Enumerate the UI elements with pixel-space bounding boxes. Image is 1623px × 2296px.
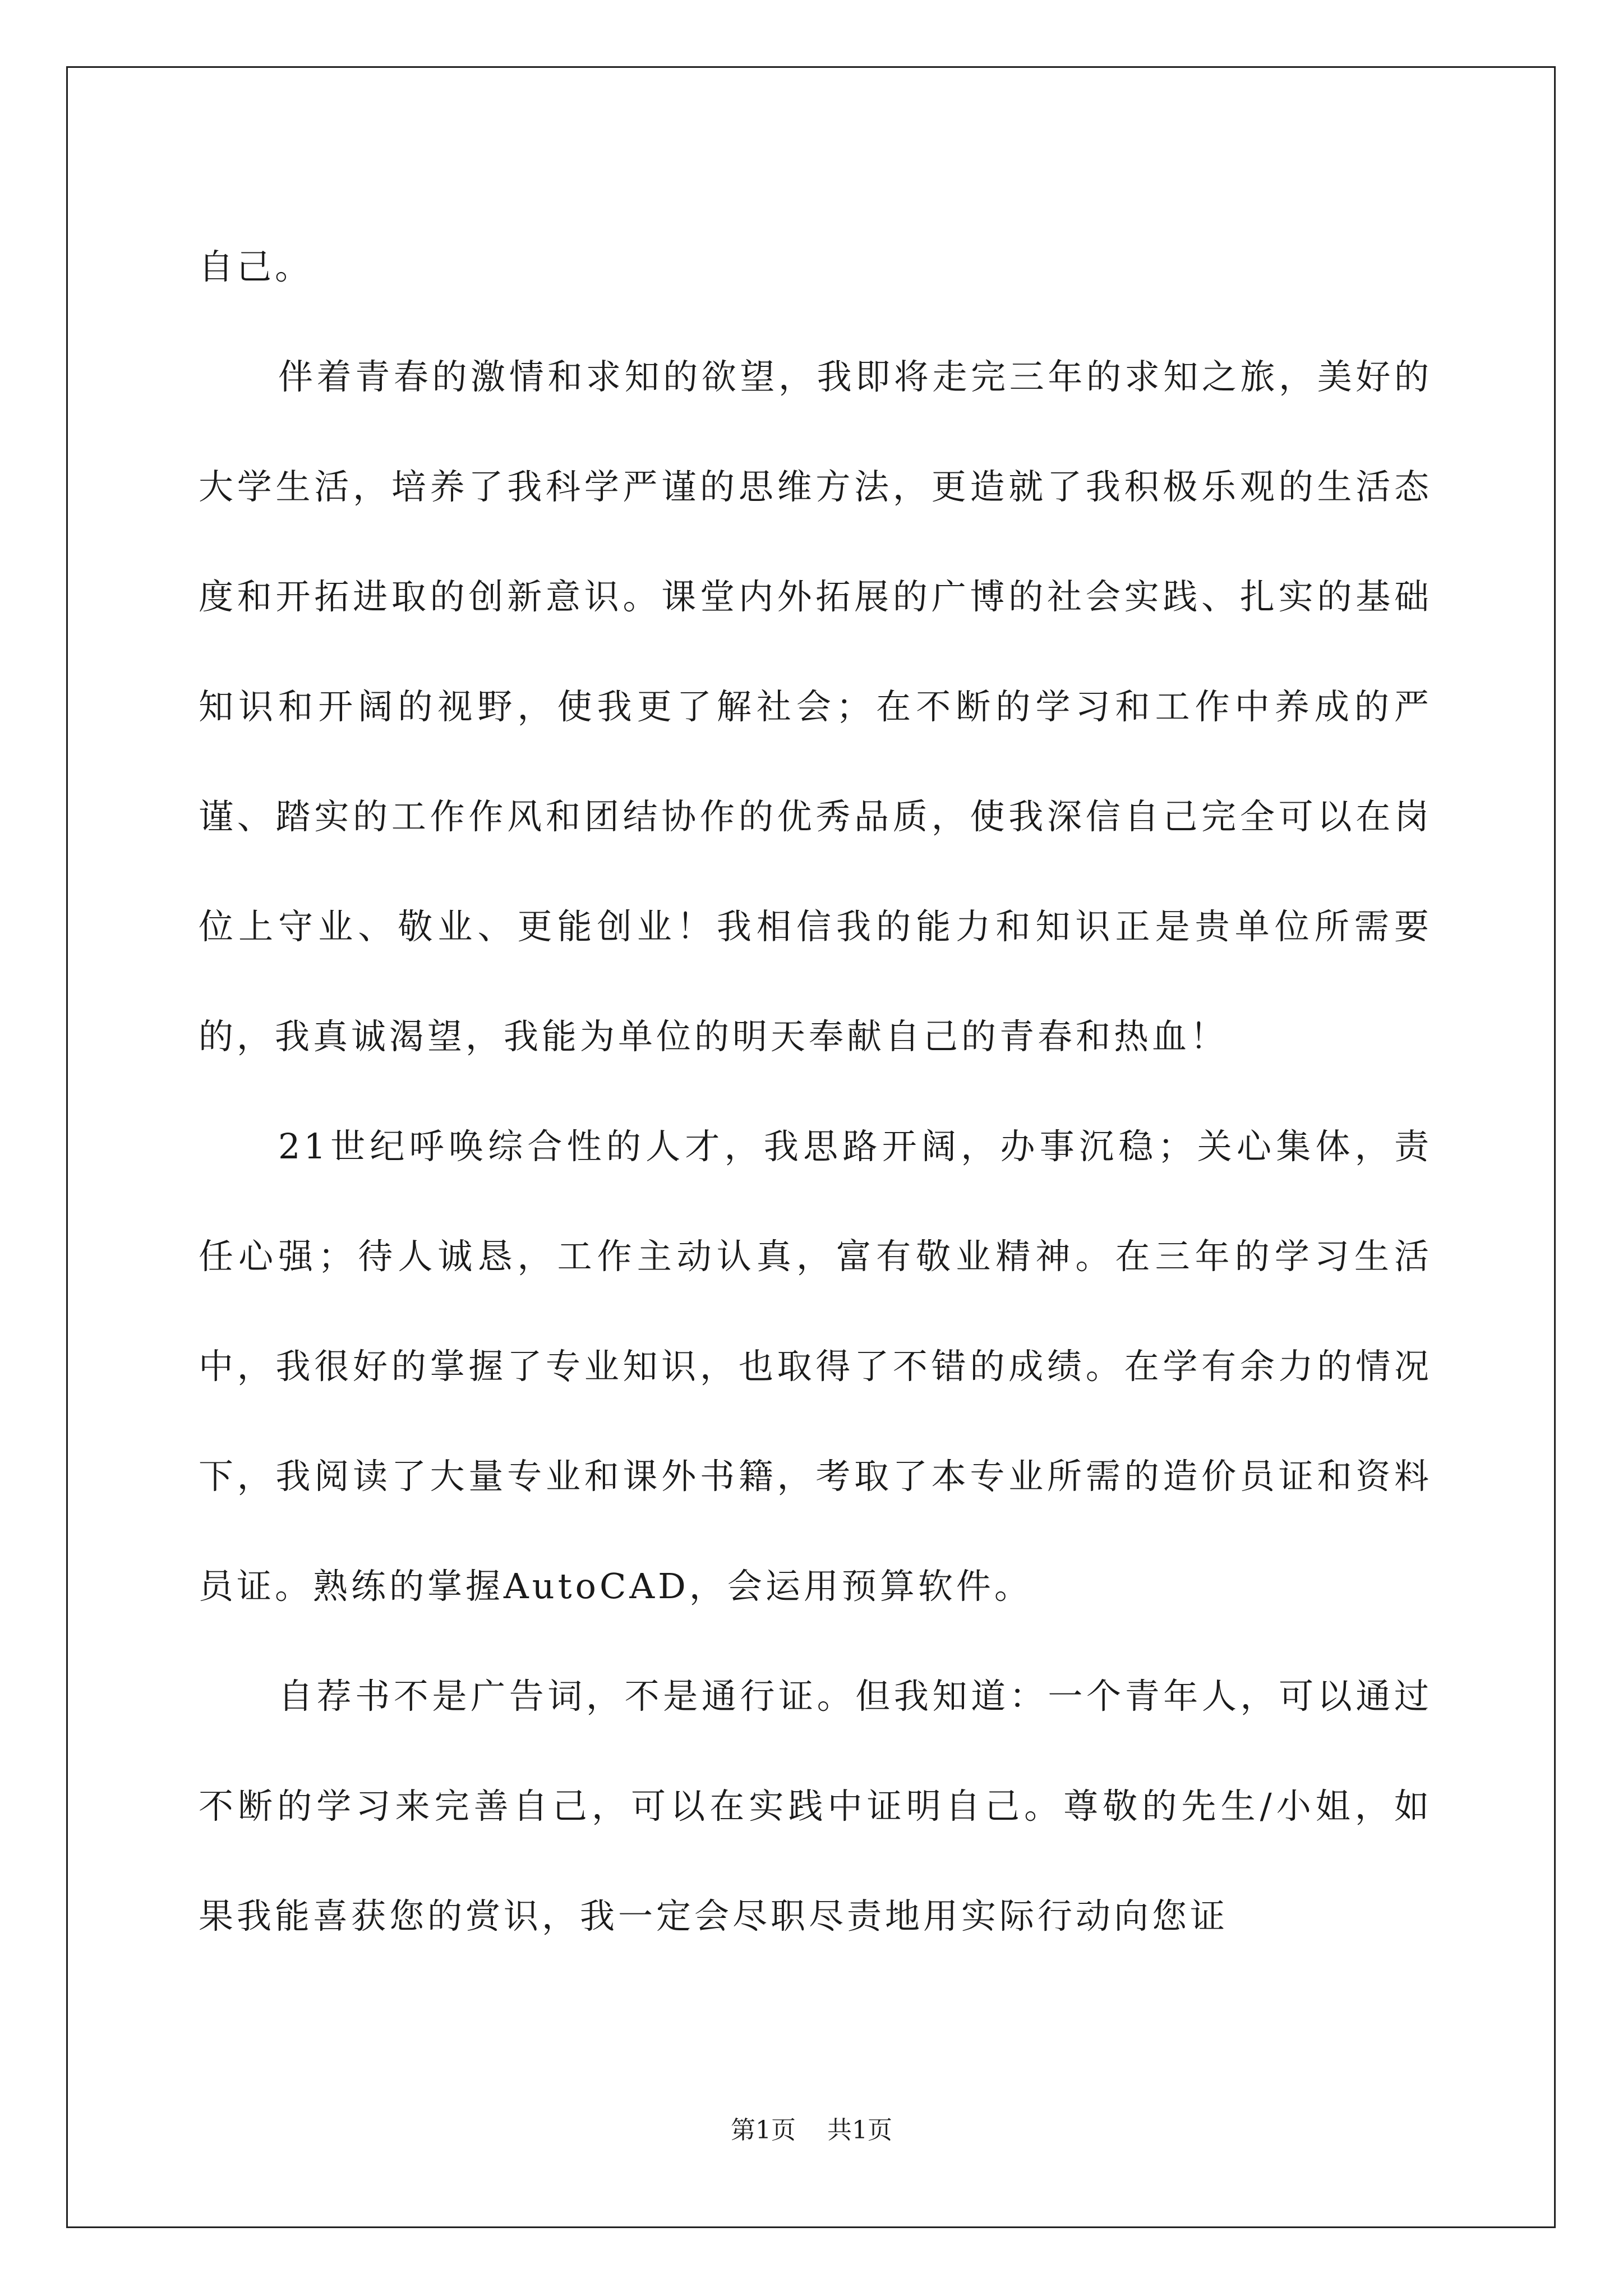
page-number: 第1页 <box>731 2116 796 2145</box>
paragraph-4: 自荐书不是广告词，不是通行证。但我知道：一个青年人，可以通过不断的学习来完善自己，可以在实践中证明自己。尊敬的先生/小姐，如果我能喜获您的赏识，我一定会尽职尽责地用实际行动向您证 <box>199 1676 1432 1936</box>
paragraph-1: 自己。 <box>199 246 313 287</box>
document-body <box>199 212 1432 1971</box>
page-total: 共1页 <box>827 2116 892 2145</box>
paragraph-3: 21世纪呼唤综合性的人才，我思路开阔，办事沉稳；关心集体，责任心强；待人诚恳，工作主动认真，富有敬业精神。在三年的学习生活中，我很好的掌握了专业知识，也取得了不错的成绩。在学有余力的情况下，我阅读了大量专业和课外书籍，考取了本专业所需的造价员证和资料员证。熟练的掌握AutoCAD，会运用预算软件。 <box>199 1126 1432 1607</box>
page-footer <box>0 2114 1623 2147</box>
paragraph-2: 伴着青春的激情和求知的欲望，我即将走完三年的求知之旅，美好的大学生活，培养了我科学严谨的思维方法，更造就了我积极乐观的生活态度和开拓进取的创新意识。课堂内外拓展的广博的社会实践、扎实的基础知识和开阔的视野，使我更了解社会；在不断的学习和工作中养成的严谨、踏实的工作作风和团结协作的优秀品质，使我深信自己完全可以在岗位上守业、敬业、更能创业！我相信我的能力和知识正是贵单位所需要的，我真诚渴望，我能为单位的明天奉献自己的青春和热血！ <box>199 356 1432 1057</box>
